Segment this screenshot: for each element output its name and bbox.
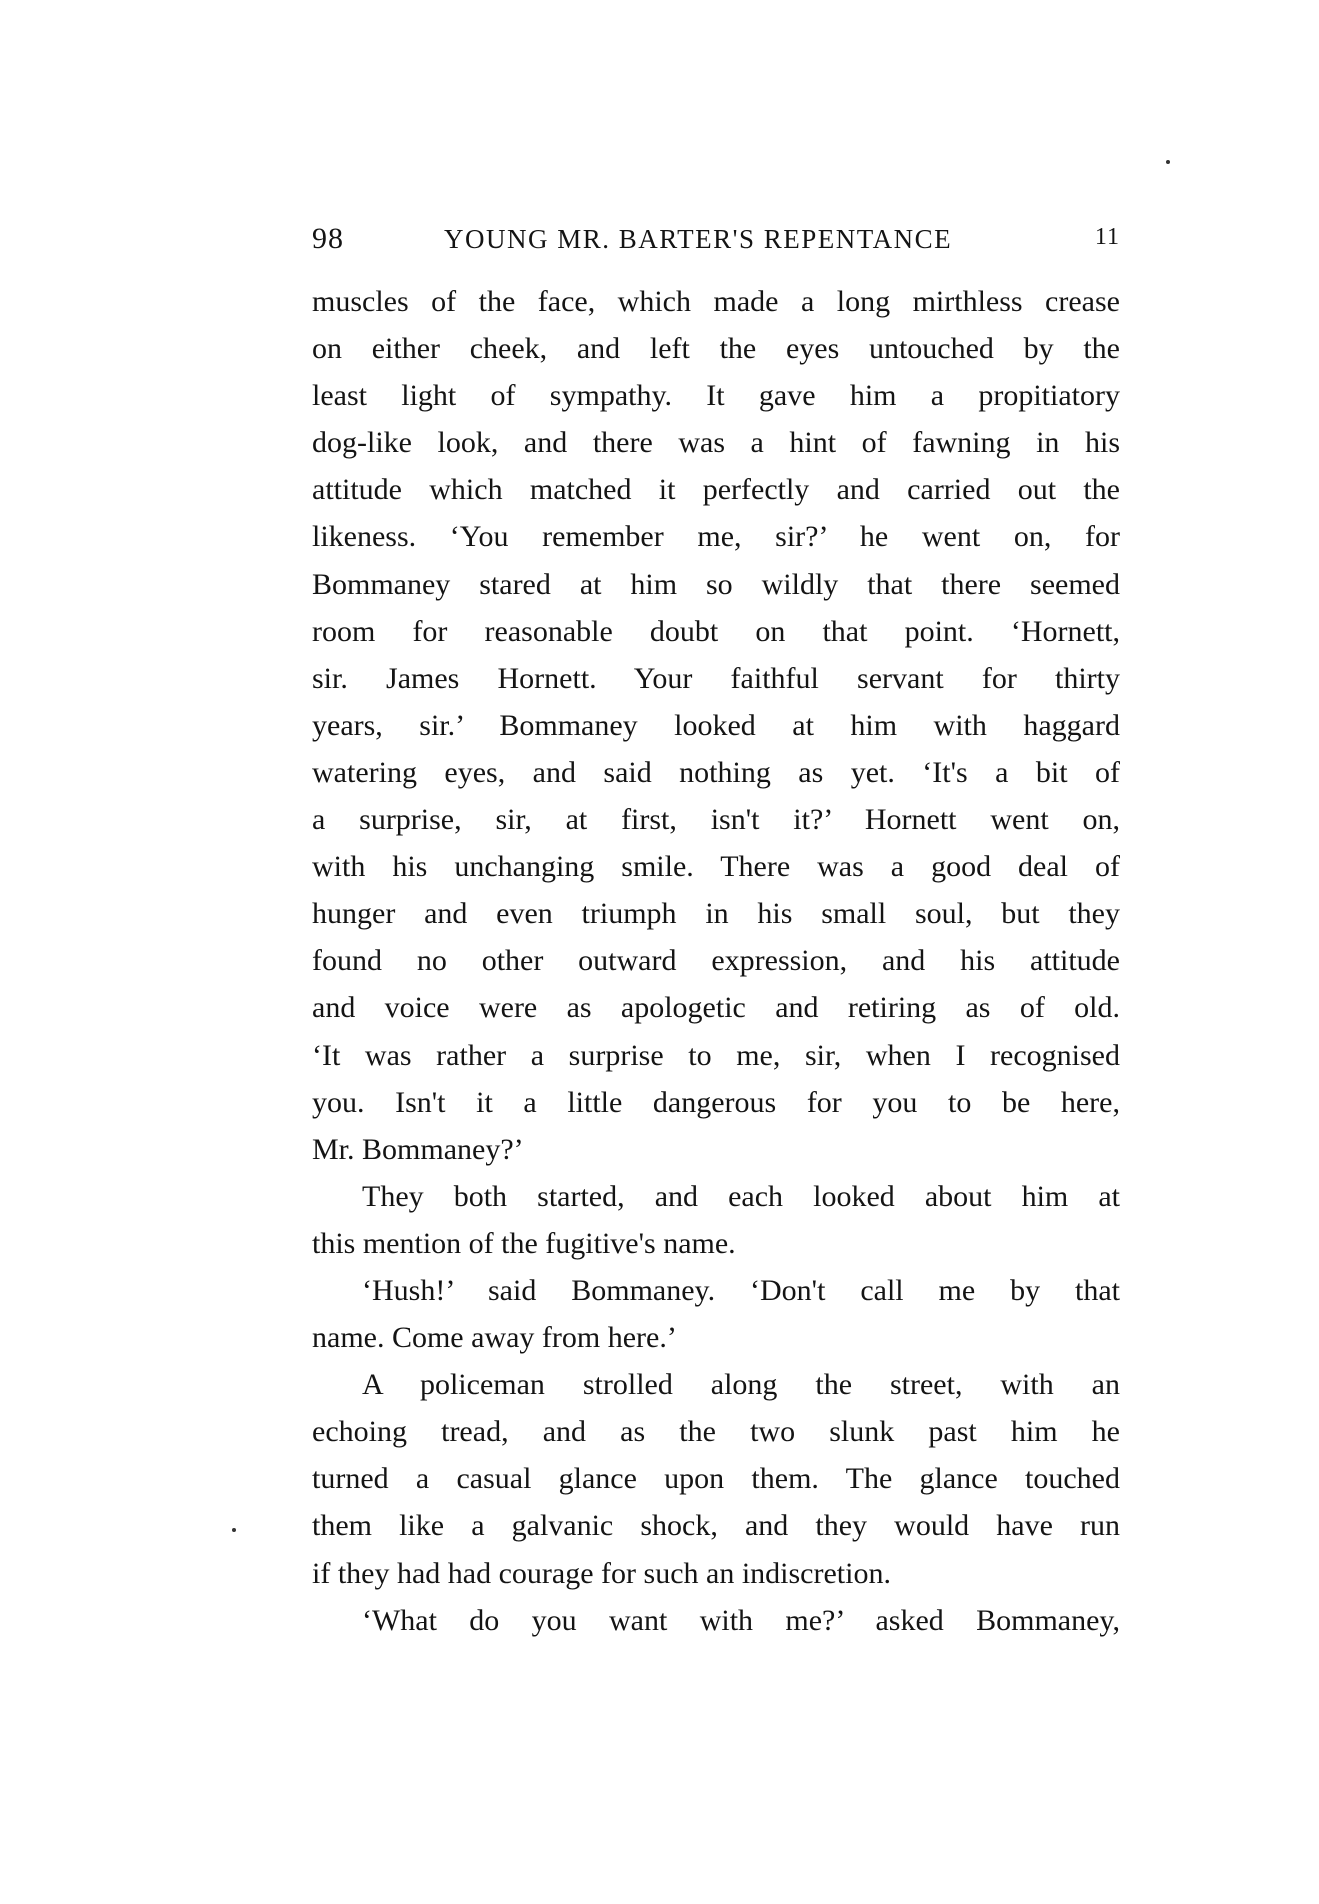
text-line: muscles of the face, which made a long mirthless crease (312, 285, 1120, 318)
text-line: if they had had courage for such an indiscretion. (312, 1556, 891, 1590)
text-line: turned a casual glance upon them. The glance touched (312, 1462, 1120, 1496)
text-line: echoing tread, and as the two slunk past him he (312, 1415, 1120, 1449)
paragraph-start: ‘What do you want with me?’ asked Bommaney, (362, 1603, 1120, 1637)
text-line: least light of sympathy. It gave him a propitiatory (312, 379, 1120, 413)
text-line: room for reasonable doubt on that point. ‘Hornett, (312, 614, 1120, 648)
text-line: sir. James Hornett. Your faithful servant for thirty (312, 661, 1120, 695)
paragraph-start: A policeman strolled along the street, with an (362, 1368, 1120, 1402)
paragraph-start: ‘Hush!’ said Bommaney. ‘Don't call me by that (362, 1273, 1120, 1307)
text-line: Mr. Bommaney?’ (312, 1132, 524, 1166)
text-line: likeness. ‘You remember me, sir?’ he went on, for (312, 520, 1120, 554)
text-line: you. Isn't it a little dangerous for you to be here, (312, 1085, 1120, 1119)
running-head (312, 222, 1120, 262)
text-line: attitude which matched it perfectly and carried out the (312, 473, 1120, 507)
text-line: Bommaney stared at him so wildly that there seemed (312, 567, 1120, 601)
paragraph-start: They both started, and each looked about him at (362, 1179, 1120, 1213)
text-line: with his unchanging smile. There was a good deal of (312, 850, 1120, 884)
text-line: this mention of the fugitive's name. (312, 1226, 736, 1260)
text-line: on either cheek, and left the eyes untouched by the (312, 332, 1120, 366)
text-line: dog-like look, and there was a hint of fawning in his (312, 426, 1120, 460)
page-number: 98 (312, 222, 344, 255)
text-line: name. Come away from here.’ (312, 1321, 677, 1355)
text-line: hunger and even triumph in his small soul, but they (312, 897, 1120, 931)
text-line: them like a galvanic shock, and they would have run (312, 1509, 1120, 1543)
text-line: ‘It was rather a surprise to me, sir, when I recognised (312, 1038, 1120, 1072)
scan-speck (1166, 160, 1170, 164)
signature-mark: 11 (1094, 224, 1120, 250)
text-line: found no other outward expression, and his attitude (312, 944, 1120, 978)
running-title: YOUNG MR. BARTER'S REPENTANCE (444, 224, 953, 254)
scan-speck (232, 1528, 236, 1532)
text-line: years, sir.’ Bommaney looked at him with haggard (312, 708, 1120, 742)
text-line: and voice were as apologetic and retiring as of old. (312, 991, 1120, 1025)
text-line: a surprise, sir, at first, isn't it?’ Hornett went on, (312, 803, 1120, 837)
text-line: watering eyes, and said nothing as yet. ‘It's a bit of (312, 755, 1120, 789)
body-text (312, 278, 1120, 1644)
